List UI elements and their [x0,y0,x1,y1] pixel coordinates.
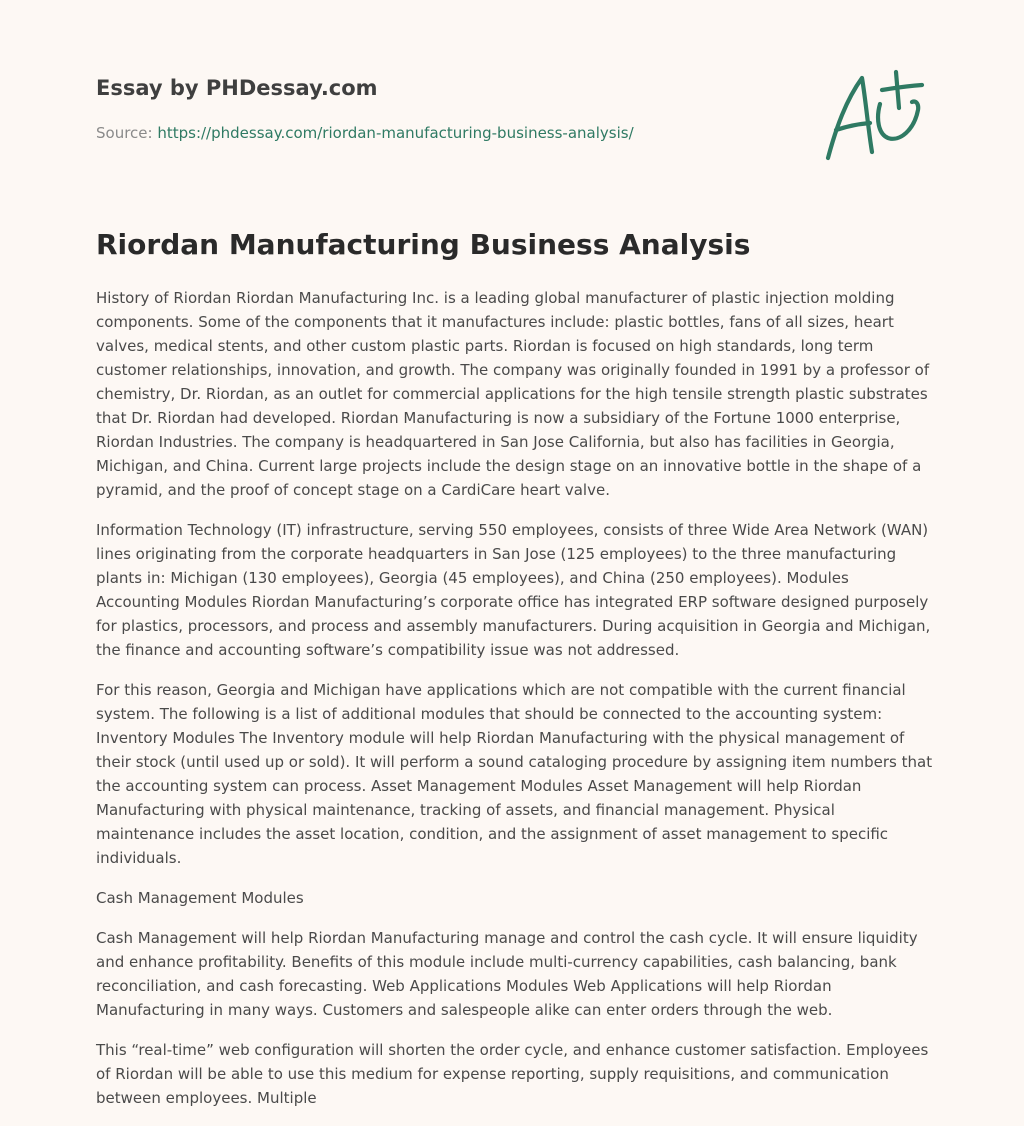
paragraph: For this reason, Georgia and Michigan have applications which are not compatible with the current financial system. The following is a list of additional modules that should be connected to the accounting system: Inventory Modules The Inventory module will help Riordan Manufacturing with the physical management of their stock (until used up or sold). It will perform a sound cataloging procedure by assigning item numbers that the accounting system can process. Asset Management Modules Asset Management will help Riordan Manufacturing with physical maintenance, tracking of assets, and financial management. Physical maintenance includes the asset location, condition, and the assignment of asset management to specific individuals. [96,681,933,867]
site-brand: Essay by PHDessay.com [96,76,378,100]
article-title: Riordan Manufacturing Business Analysis [96,228,751,261]
source-link[interactable]: https://phdessay.com/riordan-manufacturing-business-analysis/ [157,124,634,142]
source-line [96,124,634,142]
section-heading: Cash Management Modules [96,889,304,907]
source-label: Source: [96,124,158,142]
paragraph: Cash Management will help Riordan Manufacturing manage and control the cash cycle. It will ensure liquidity and enhance profitability. Benefits of this module include multi-currency capabilities, cash balancing, bank reconciliation, and cash forecasting. Web Applications Modules Web Applications will help Riordan Manufacturing in many ways. Customers and salespeople alike can enter orders through the web. [96,929,918,1019]
paragraph: Information Technology (IT) infrastructure, serving 550 employees, consists of three Wide Area Network (WAN) lines originating from the corporate headquarters in San Jose (125 employees) to the three manufacturing plants in: Michigan (130 employees), Georgia (45 employees), and China (250 employees). Modules Accounting Modules Riordan Manufacturing’s corporate office has integrated ERP software designed purposely for plastics, processors, and process and assembly manufacturers. During acquisition in Georgia and Michigan, the finance and accounting software’s compatibility issue was not addressed. [96,521,931,659]
paragraph: This “real-time” web configuration will shorten the order cycle, and enhance customer satisfaction. Employees of Riordan will be able to use this medium for expense reporting, supply requisitions, and communication between employees. Multiple [96,1041,929,1107]
article-body [96,286,936,1126]
paragraph: History of Riordan Riordan Manufacturing Inc. is a leading global manufacturer of plastic injection molding components. Some of the components that it manufactures include: plastic bottles, fans of all sizes, heart valves, medical stents, and other custom plastic parts. Riordan is focused on high standards, long term customer relationships, innovation, and growth. The company was originally founded in 1991 by a professor of chemistry, Dr. Riordan, as an outlet for commercial applications for the high tensile strength plastic substrates that Dr. Riordan had developed. Riordan Manufacturing is now a subsidiary of the Fortune 1000 enterprise, Riordan Industries. The company is headquartered in San Jose California, but also has facilities in Georgia, Michigan, and China. Current large projects include the design stage on an innovative bottle in the shape of a pyramid, and the proof of concept stage on a CardiCare heart valve. [96,289,930,499]
a-plus-logo-icon [822,68,928,164]
